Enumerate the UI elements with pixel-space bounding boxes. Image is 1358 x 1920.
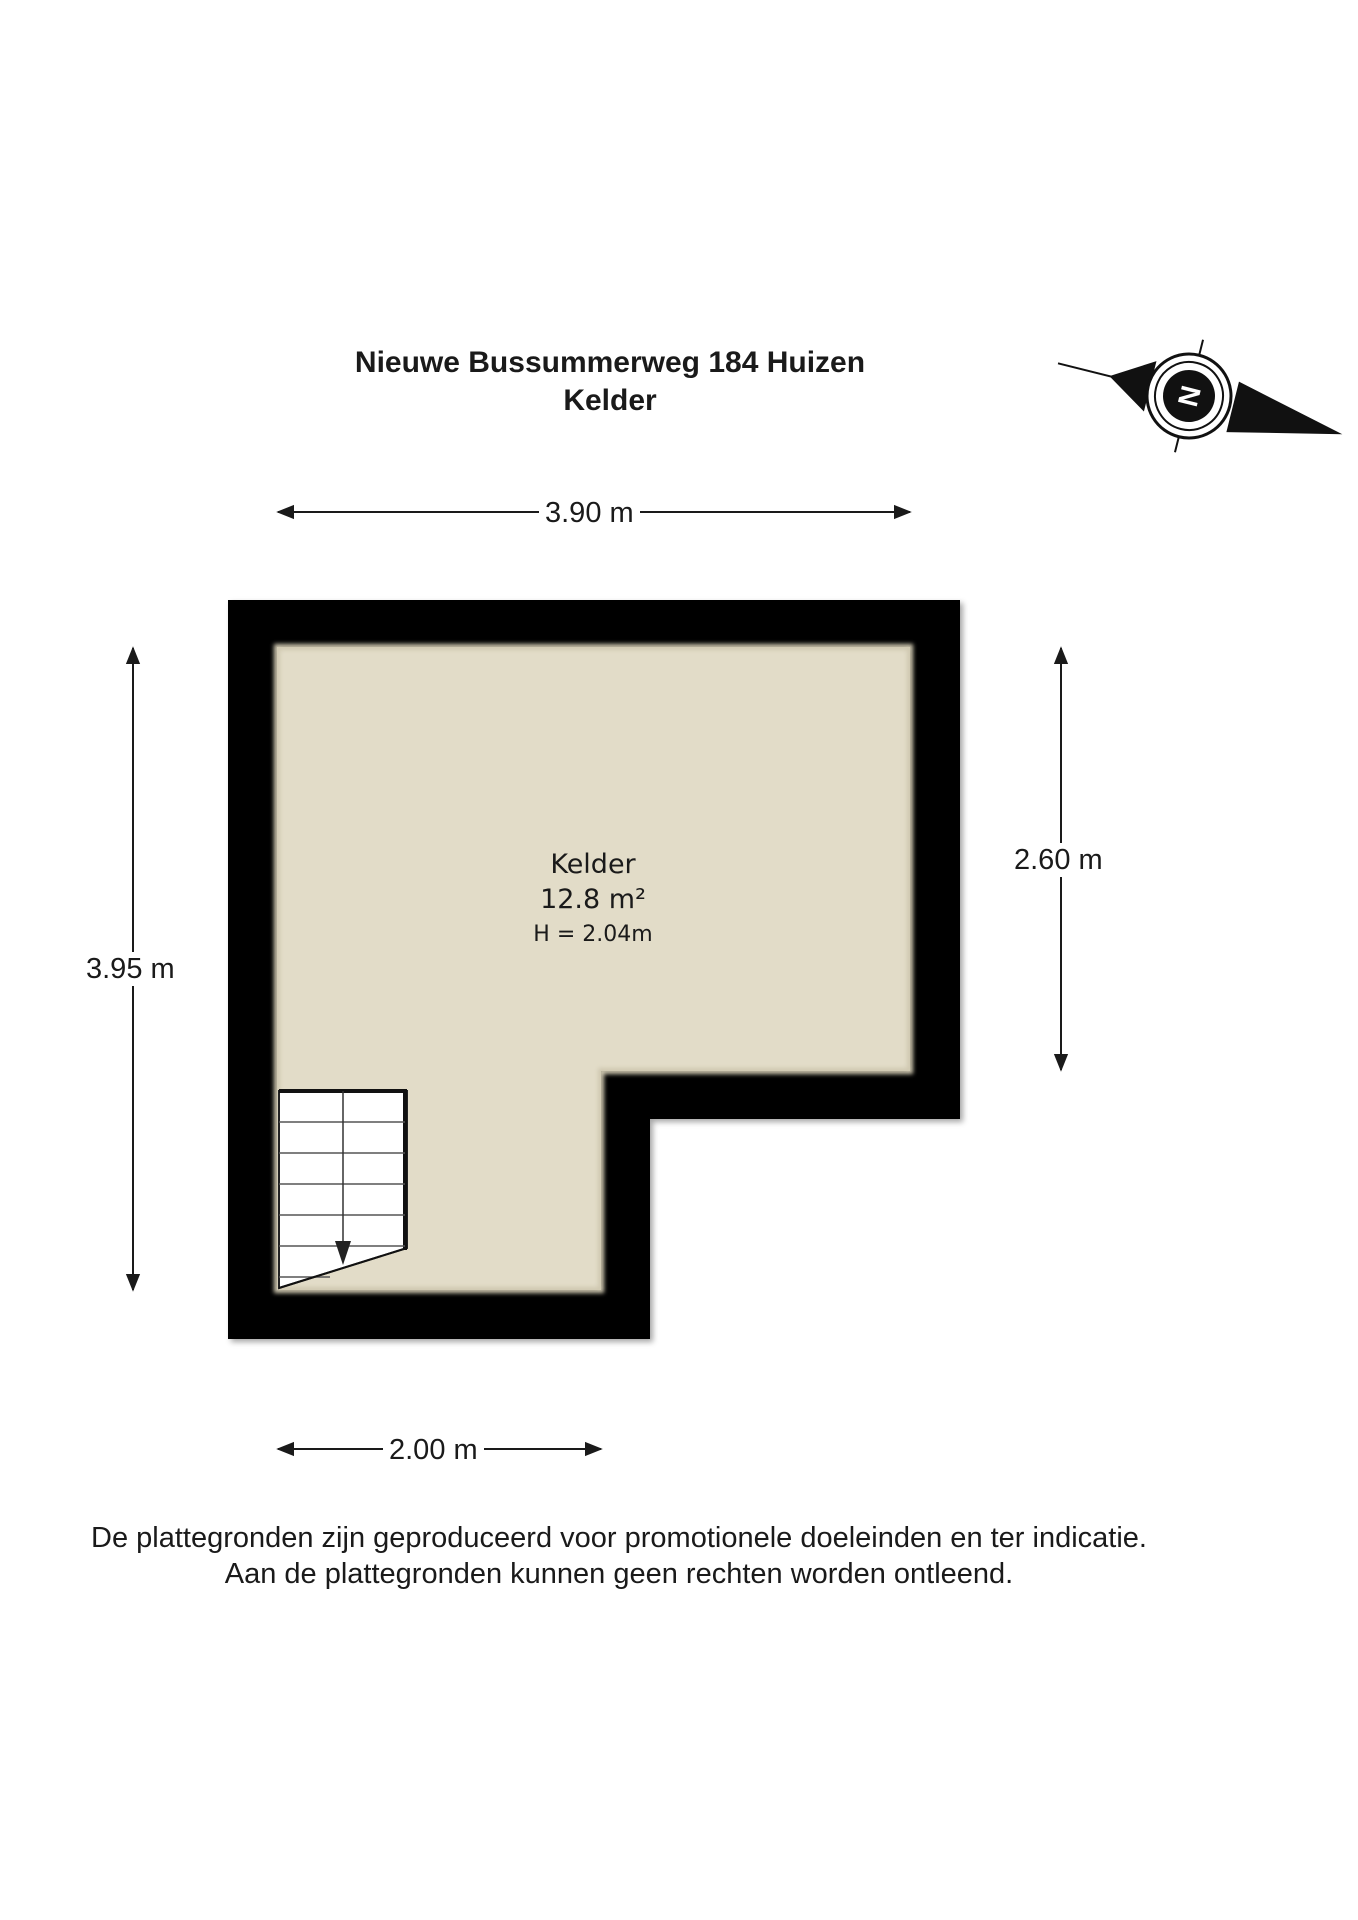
- dim-label-left: 3.95 m: [80, 952, 181, 986]
- compass-north-label: N: [1171, 382, 1207, 410]
- dim-label-top: 3.90 m: [539, 496, 640, 530]
- dim-label-right: 2.60 m: [1008, 843, 1109, 877]
- disclaimer-line-1: De plattegronden zijn geproduceerd voor promotionele doeleinden en ter indicatie.: [91, 1522, 1147, 1554]
- compass-icon: [1044, 307, 1356, 490]
- plan-title-floor: Kelder: [563, 384, 657, 417]
- room-area: 12.8 m²: [540, 884, 646, 915]
- room-name: Kelder: [550, 849, 636, 880]
- room-height: H = 2.04m: [533, 922, 653, 947]
- disclaimer-line-2: Aan de plattegronden kunnen geen rechten worden ontleend.: [224, 1558, 1014, 1590]
- plan-title-address: Nieuwe Bussummerweg 184 Huizen: [354, 346, 866, 379]
- dim-label-bottom: 2.00 m: [383, 1433, 484, 1467]
